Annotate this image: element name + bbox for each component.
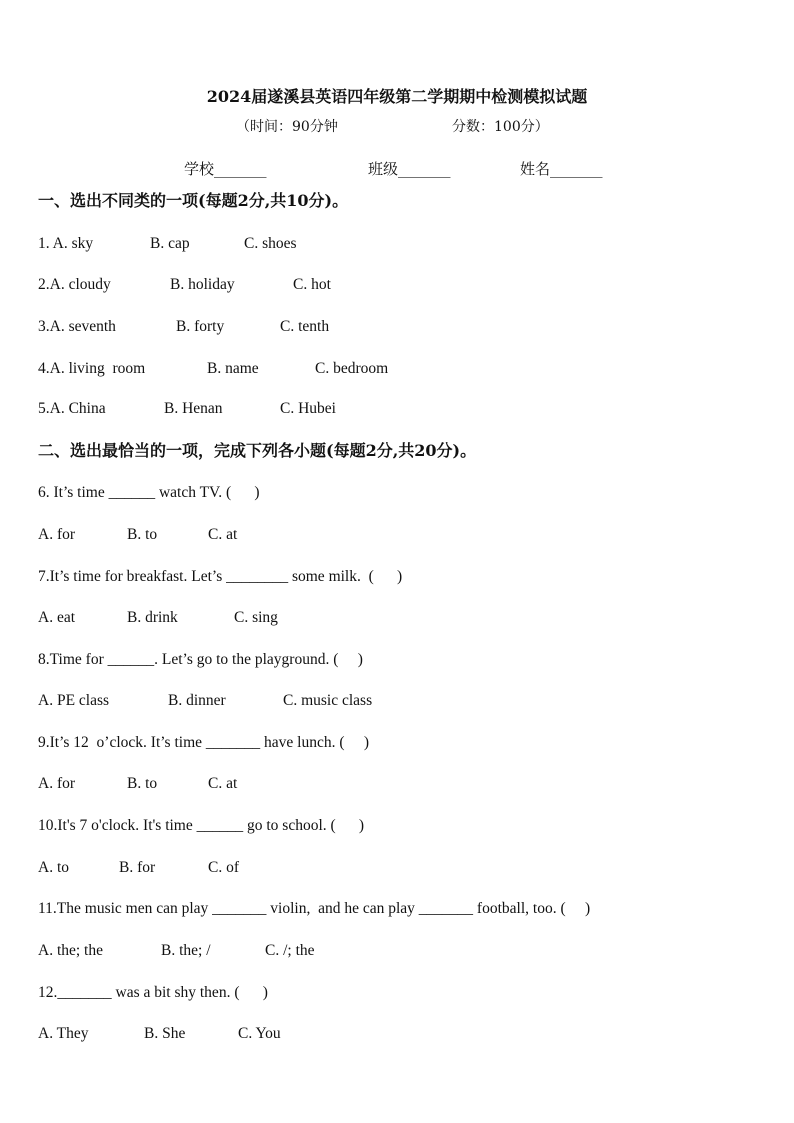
class-field: 班级_______ — [368, 160, 451, 178]
option-a: A. the; the — [38, 942, 103, 959]
option-b: B. to — [127, 526, 158, 543]
option-a: 3.A. seventh — [38, 318, 116, 335]
section-2-heading: 二、选出最恰当的一项，完成下列各小题(每题2分,共20分)。 — [38, 441, 477, 460]
option-a: A. to — [38, 859, 69, 876]
question-stem: 8.Time for ______. Let’s go to the playground. ( ) — [38, 651, 363, 668]
option-c: C. Hubei — [280, 400, 336, 417]
section-1-heading: 一、选出不同类的一项(每题2分,共10分)。 — [38, 191, 349, 210]
option-b: B. drink — [127, 609, 178, 626]
question-stem: 12._______ was a bit shy then. ( ) — [38, 984, 268, 1001]
option-a: A. for — [38, 526, 76, 543]
question-stem: 10.It's 7 o'clock. It's time ______ go to school. ( ) — [38, 817, 365, 834]
option-c: C. hot — [293, 276, 331, 293]
question-stem: 6. It’s time ______ watch TV. ( ) — [38, 484, 260, 501]
option-a: 1. A. sky — [38, 235, 94, 252]
option-a: A. PE class — [38, 692, 110, 709]
option-c: C. of — [208, 859, 239, 876]
option-b: B. forty — [176, 318, 225, 335]
option-a: A. They — [38, 1025, 89, 1042]
option-c: C. at — [208, 526, 238, 543]
option-c: C. /; the — [265, 942, 315, 959]
option-b: B. She — [144, 1025, 186, 1042]
option-b: B. name — [207, 360, 259, 377]
option-c: C. tenth — [280, 318, 330, 335]
option-c: C. shoes — [244, 235, 297, 252]
option-a: 2.A. cloudy — [38, 276, 111, 293]
page-title: 2024届遂溪县英语四年级第二学期期中检测模拟试题 — [206, 87, 588, 106]
exam-score: 分数：100分） — [452, 119, 549, 135]
option-c: C. bedroom — [315, 360, 389, 377]
option-b: B. dinner — [168, 692, 226, 709]
school-field: 学校_______ — [184, 160, 267, 178]
option-a: A. eat — [38, 609, 76, 626]
option-b: B. for — [119, 859, 156, 876]
option-a: 4.A. living room — [38, 360, 146, 377]
question-stem: 9.It’s 12 o’clock. It’s time _______ have lunch. ( ) — [38, 734, 370, 751]
option-b: B. cap — [150, 235, 190, 252]
question-stem: 11.The music men can play _______ violin, and he can play _______ football, too. ( ) — [38, 900, 591, 917]
option-a: 5.A. China — [38, 400, 106, 417]
question-stem: 7.It’s time for breakfast. Let’s ________ some milk. ( ) — [38, 568, 403, 585]
option-b: B. the; / — [161, 942, 211, 959]
option-b: B. to — [127, 775, 158, 792]
option-b: B. holiday — [170, 276, 235, 293]
name-field: 姓名_______ — [520, 160, 603, 178]
exam-time: （时间：90分钟 — [236, 119, 338, 135]
option-c: C. music class — [283, 692, 373, 709]
option-c: C. at — [208, 775, 238, 792]
option-b: B. Henan — [164, 400, 223, 417]
option-a: A. for — [38, 775, 76, 792]
option-c: C. sing — [234, 609, 278, 626]
option-c: C. You — [238, 1025, 281, 1042]
